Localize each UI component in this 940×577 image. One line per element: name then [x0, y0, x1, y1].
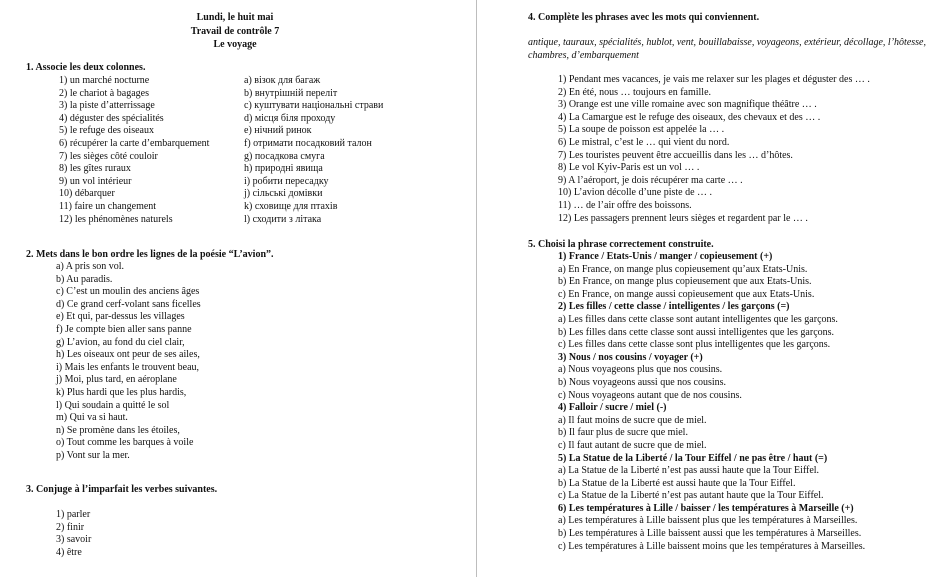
match-left-item: 6) récupérer la carte d’embarquement — [59, 137, 210, 149]
question-prompt: 4) Falloir / sucre / miel (-) — [558, 402, 667, 414]
header-topic: Le voyage — [213, 39, 257, 50]
poem-line: k) Plus hardi que les plus hardis, — [56, 386, 187, 398]
question-prompt: 6) Les températures à Lille / baisser / les températures à Marseille (+) — [558, 502, 854, 514]
section-1-right-column — [244, 75, 383, 226]
match-left-item: 8) les gîtes ruraux — [59, 163, 131, 175]
verb-item: 2) finir — [56, 521, 85, 533]
fill-in-sentence: 5) La soupe de poisson est appelée la … . — [558, 124, 725, 136]
section-1-title: 1. Associe les deux colonnes. — [26, 62, 146, 73]
section-4-title: 4. Complète les phrases avec les mots qui conviennent. — [528, 12, 760, 23]
match-right-item: l) сходити з літака — [244, 213, 322, 225]
match-left-item: 1) un marché nocturne — [59, 75, 150, 86]
fill-in-sentence: 6) Le mistral, c’est le … qui vient du nord. — [558, 136, 730, 148]
poem-line: b) Au paradis. — [56, 273, 113, 285]
fill-in-sentence: 11) … de l’air offre des boissons. — [558, 199, 692, 211]
question-option: a) La Statue de la Liberté n’est pas aussi haute que la Tour Eiffel. — [558, 465, 820, 477]
question-option: c) Les filles dans cette classe sont plus intelligentes que les garçons. — [558, 339, 831, 351]
fill-in-sentence: 2) En été, nous … toujours en famille. — [558, 86, 712, 98]
fill-in-sentence: 12) Les passagers prennent leurs sièges et regardent par le … . — [558, 212, 808, 224]
match-right-item: h) природні явища — [244, 163, 323, 175]
match-right-item: i) робити пересадку — [244, 175, 329, 187]
verb-item: 4) être — [56, 546, 82, 558]
question-option: b) Nous voyageons aussi que nos cousins. — [558, 376, 727, 388]
question-prompt: 5) La Statue de la Liberté / la Tour Eiffel / ne pas être / haut (=) — [558, 452, 828, 464]
poem-line: o) Tout comme les barques à voile — [56, 437, 194, 449]
question-option: c) La Statue de la Liberté n’est pas autant haute que la Tour Eiffel. — [558, 490, 824, 502]
right-page — [480, 0, 940, 577]
question-option: c) En France, on mange aussi copieusement que aux Etats-Unis. — [558, 288, 815, 300]
question-prompt: 3) Nous / nos cousins / voyager (+) — [558, 351, 703, 363]
poem-line: j) Moi, plus tard, en aéroplane — [56, 374, 177, 386]
poem-line: m) Qui va si haut. — [56, 412, 128, 424]
question-option: a) En France, on mange plus copieusement qu’aux Etats-Unis. — [558, 263, 808, 275]
poem-line: n) Se promène dans les étoiles, — [56, 424, 180, 436]
match-left-item: 9) un vol intérieur — [59, 175, 132, 187]
comparison-questions — [558, 251, 865, 553]
poem-line: l) Qui soudain a quitté le sol — [56, 399, 170, 411]
fill-in-sentence: 10) L’avion décolle d’une piste de … . — [558, 187, 713, 199]
match-left-item: 12) les phénomènes naturels — [59, 213, 173, 225]
fill-in-sentence: 4) La Camargue est le refuge des oiseaux, des chevaux et des … . — [558, 111, 821, 123]
fill-in-sentence: 8) Le vol Kyiv-Paris est un vol … . — [558, 162, 700, 174]
match-right-item: g) посадкова смуга — [244, 150, 325, 162]
page-divider — [476, 0, 477, 577]
section-5-title: 5. Choisi la phrase correctement construite. — [528, 239, 714, 250]
verb-item: 3) savoir — [56, 534, 92, 546]
fill-in-sentence: 7) Les touristes peuvent être accueillis dans les … d’hôtes. — [558, 149, 793, 161]
question-option: a) Nous voyageons plus que nos cousins. — [558, 364, 723, 376]
match-right-item: d) місця біля проходу — [244, 112, 336, 124]
fill-in-sentence: 3) Orange est une ville romaine avec son magnifique théâtre … . — [558, 99, 817, 111]
poem-line: i) Mais les enfants le trouvent beau, — [56, 361, 200, 373]
fill-in-sentences — [558, 74, 870, 225]
match-right-item: j) сільські домівки — [244, 188, 323, 200]
question-option: b) Il faur plus de sucre que miel. — [558, 427, 688, 439]
match-right-item: a) візок для багаж — [244, 75, 321, 86]
match-left-item: 11) faire un changement — [59, 200, 157, 212]
verb-item: 1) parler — [56, 509, 91, 520]
section-3-title: 3. Conjuge à l’imparfait les verbes suivantes. — [26, 484, 218, 495]
match-left-item: 10) débarquer — [59, 188, 115, 200]
poem-lines — [56, 261, 201, 463]
question-option: a) Les filles dans cette classe sont autant intelligentes que les garçons. — [558, 313, 838, 325]
match-right-item: k) сховище для птахів — [244, 200, 338, 212]
section-2-title: 2. Mets dans le bon ordre les lignes de la poésie “L’avion”. — [26, 249, 274, 260]
poem-line: h) Les oiseaux ont peur de ses ailes, — [56, 349, 200, 361]
question-option: c) Nous voyageons autant que de nos cousins. — [558, 389, 742, 401]
poem-line: d) Ce grand cerf-volant sans ficelles — [56, 298, 201, 310]
match-left-item: 4) déguster des spécialités — [59, 112, 164, 124]
header-date: Lundi, le huit mai — [196, 12, 274, 23]
match-left-item: 2) le chariot à bagages — [59, 87, 149, 99]
fill-in-sentence: 9) A l’aéroport, je dois récupérer ma carte … . — [558, 174, 743, 186]
header-subtitle: Travail de contrôle 7 — [190, 25, 280, 37]
question-option: a) Les températures à Lille baissent plus que les températures à Marseilles. — [558, 515, 858, 527]
poem-line: p) Vont sur la mer. — [56, 449, 130, 461]
question-option: c) Il faut autant de sucre que de miel. — [558, 439, 707, 451]
worksheet-header — [0, 11, 470, 52]
question-option: b) En France, on mange plus copieusement que aux Etats-Unis. — [558, 276, 812, 288]
match-right-item: e) нічний ринок — [244, 125, 312, 137]
question-option: b) La Statue de la Liberté est aussi haute que la Tour Eiffel. — [558, 477, 796, 489]
question-option: b) Les températures à Lille baissent aussi que les températures à Marseilles. — [558, 528, 862, 540]
match-left-item: 7) les sièges côté couloir — [59, 150, 158, 162]
match-left-item: 3) la piste d’atterrissage — [59, 100, 155, 112]
match-right-item: b) внутрішній переліт — [244, 87, 338, 99]
poem-line: f) Je compte bien aller sans panne — [56, 323, 192, 335]
question-option: a) Il faut moins de sucre que de miel. — [558, 414, 707, 426]
word-bank: antique, tauraux, spécialités, hublot, vent, bouillabaisse, voyageons, extérieur, décollage, l’hôtesse, chambres, d’embarquement — [528, 37, 926, 61]
match-right-item: c) куштувати національні страви — [244, 100, 384, 112]
fill-in-sentence: 1) Pendant mes vacances, je vais me relaxer sur les plages et déguster des … . — [558, 74, 870, 85]
match-right-item: f) отримати посадковий талон — [244, 137, 372, 149]
match-left-item: 5) le refuge des oiseaux — [59, 125, 154, 137]
question-prompt: 1) France / Etats-Unis / manger / copieusement (+) — [558, 251, 773, 262]
poem-line: c) C’est un moulin des anciens âges — [56, 286, 200, 298]
question-option: b) Les filles dans cette classe sont aussi intelligentes que les garçons. — [558, 326, 835, 338]
poem-line: g) L’avion, au fond du ciel clair, — [56, 336, 185, 348]
question-option: c) Les températures à Lille baissent moins que les températures à Marseilles. — [558, 540, 866, 552]
verb-list — [56, 509, 91, 559]
question-prompt: 2) Les filles / cette classe / intelligentes / les garçons (=) — [558, 301, 790, 313]
section-1-left-column — [59, 75, 209, 226]
poem-line: e) Et qui, par-dessus les villages — [56, 311, 185, 323]
poem-line: a) A pris son vol. — [56, 261, 125, 272]
